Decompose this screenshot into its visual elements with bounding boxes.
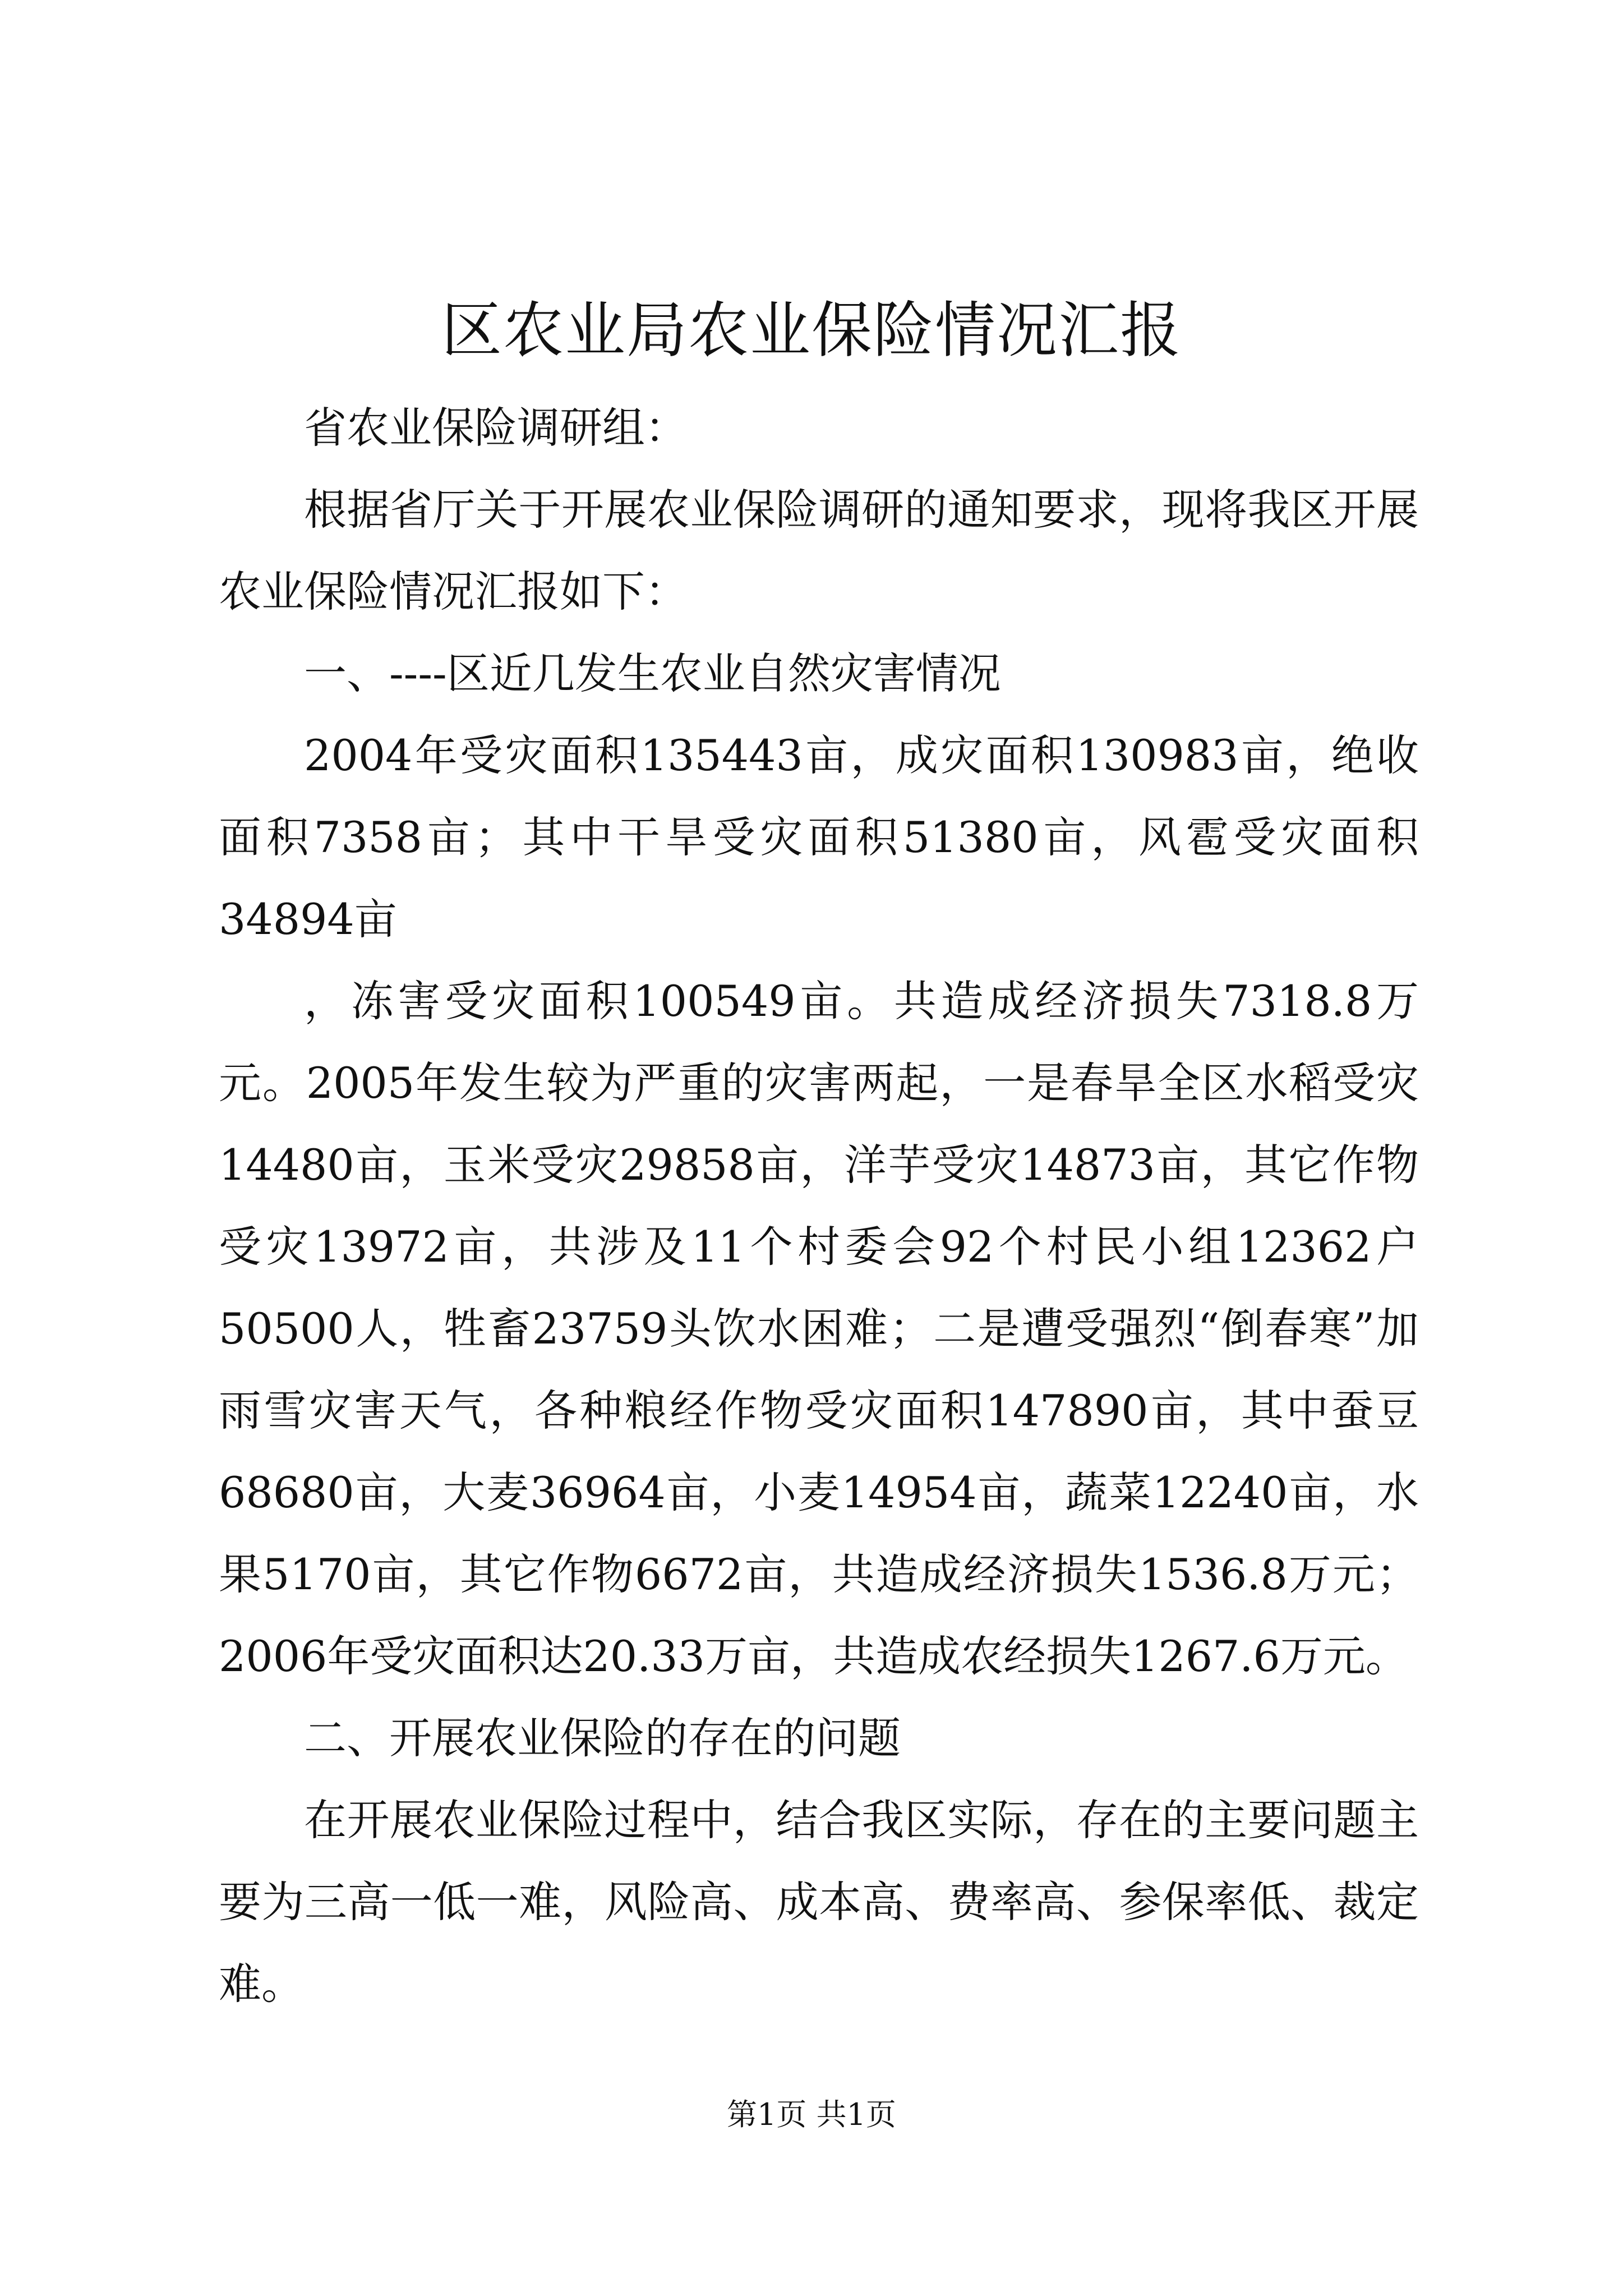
page-footer: 第1页 共1页 bbox=[727, 2097, 896, 2132]
problems-paragraph: 在开展农业保险过程中，结合我区实际，存在的主要问题主要为三高一低一难，风险高、成本高、费率高、参保率低、裁定难。 bbox=[219, 1795, 1419, 2009]
document-body bbox=[219, 387, 1419, 2025]
section-heading-2: 二、开展农业保险的存在的问题 bbox=[304, 1713, 901, 1763]
disaster-paragraph-continued: ，冻害受灾面积100549亩。共造成经济损失7318.8万元。2005年发生较为严重的灾害两起，一是春旱全区水稻受灾14480亩，玉米受灾29858亩，洋芋受灾14873亩，其它作物受灾13972亩，共涉及11个村委会92个村民小组12362户50500人，牲畜23759头饮水困难；二是遭受强烈“倒春寒”加雨雪灾害天气，各种粮经作物受灾面积147890亩，其中蚕豆68680亩，大麦36964亩，小麦14954亩，蔬菜12240亩，水果5170亩，其它作物6672亩，共造成经济损失1536.8万元；2006年受灾面积达20.33万亩，共造成农经损失1267.6万元。 bbox=[219, 976, 1419, 1681]
salutation: 省农业保险调研组： bbox=[304, 403, 688, 453]
intro-paragraph: 根据省厅关于开展农业保险调研的通知要求，现将我区开展农业保险情况汇报如下： bbox=[219, 485, 1419, 616]
disaster-paragraph-2004: 2004年受灾面积135443亩，成灾面积130983亩，绝收面积7358亩；其中干旱受灾面积51380亩，风雹受灾面积34894亩 bbox=[219, 730, 1419, 944]
section-heading-1: 一、----区近几发生农业自然灾害情况 bbox=[304, 648, 1001, 698]
document-title: 区农业局农业保险情况汇报 bbox=[441, 296, 1182, 366]
